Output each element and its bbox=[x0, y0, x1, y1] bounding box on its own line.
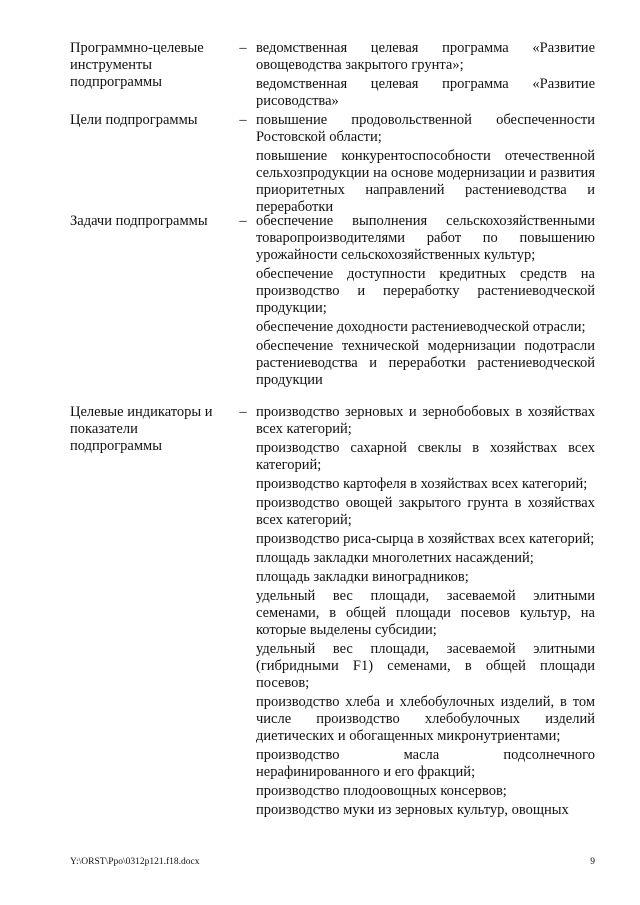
list-item: удельный вес площади, засеваемой элитными семенами, в общей площади посевов культур, на которые выделены субсидии; bbox=[256, 588, 595, 638]
list-item: производство масла подсолнечного нерафинированного и его фракций; bbox=[256, 747, 595, 780]
list-item: производство плодоовощных консервов; bbox=[256, 783, 507, 799]
list-item: производство риса-сырца в хозяйствах всех категорий; bbox=[256, 531, 595, 547]
list-item: производство овощей закрытого грунта в хозяйствах всех категорий; bbox=[256, 495, 595, 528]
list-item: обеспечение технической модернизации подотрасли растениеводства и переработки растениеводческой продукции bbox=[256, 338, 595, 388]
list-item: площадь закладки виноградников; bbox=[256, 569, 469, 585]
list-item: обеспечение доходности растениеводческой отрасли; bbox=[256, 319, 586, 335]
section-dash: – bbox=[239, 40, 247, 56]
list-item: повышение продовольственной обеспеченности Ростовской области; bbox=[256, 112, 595, 145]
list-item: производство картофеля в хозяйствах всех категорий; bbox=[256, 476, 588, 492]
file-path: Y:\ORST\Ppo\0312p121.f18.docx bbox=[70, 857, 200, 867]
section-label: Целевые индикаторы и показатели подпрограммы bbox=[70, 404, 213, 454]
section-label: Программно-целевые инструменты подпрограммы bbox=[70, 40, 204, 90]
list-item: обеспечение доступности кредитных средств на производство и переработку растениеводческой продукции; bbox=[256, 266, 595, 316]
list-item: повышение конкурентоспособности отечественной сельхозпродукции на основе модернизации и развития приоритетных направлений растениеводства и переработки bbox=[256, 148, 595, 215]
section-content bbox=[256, 112, 595, 218]
list-item: ведомственная целевая программа «Развитие рисоводства» bbox=[256, 76, 595, 109]
list-item: производство муки из зерновых культур, овощных bbox=[256, 802, 569, 818]
list-item: производство хлеба и хлебобулочных изделий, в том числе производство хлебобулочных изделий диетических и обогащенных микронутриентами; bbox=[256, 694, 595, 744]
section-content bbox=[256, 40, 595, 112]
section-label: Цели подпрограммы bbox=[70, 112, 198, 128]
list-item: обеспечение выполнения сельскохозяйственными товаропроизводителями работ по повышению урожайности сельскохозяйственных культур; bbox=[256, 213, 595, 263]
section-dash: – bbox=[239, 404, 247, 420]
list-item: производство зерновых и зернобобовых в хозяйствах всех категорий; bbox=[256, 404, 595, 437]
list-item: производство сахарной свеклы в хозяйствах всех категорий; bbox=[256, 440, 595, 473]
section-dash: – bbox=[239, 112, 247, 128]
section-content bbox=[256, 213, 595, 391]
list-item: площадь закладки многолетних насаждений; bbox=[256, 550, 534, 566]
list-item: ведомственная целевая программа «Развитие овощеводства закрытого грунта»; bbox=[256, 40, 595, 73]
section-dash: – bbox=[239, 213, 247, 229]
page-number: 9 bbox=[590, 857, 595, 867]
list-item: удельный вес площади, засеваемой элитными (гибридными F1) семенами, в общей площади посевов; bbox=[256, 641, 595, 691]
section-label: Задачи подпрограммы bbox=[70, 213, 208, 229]
section-content bbox=[256, 404, 595, 821]
